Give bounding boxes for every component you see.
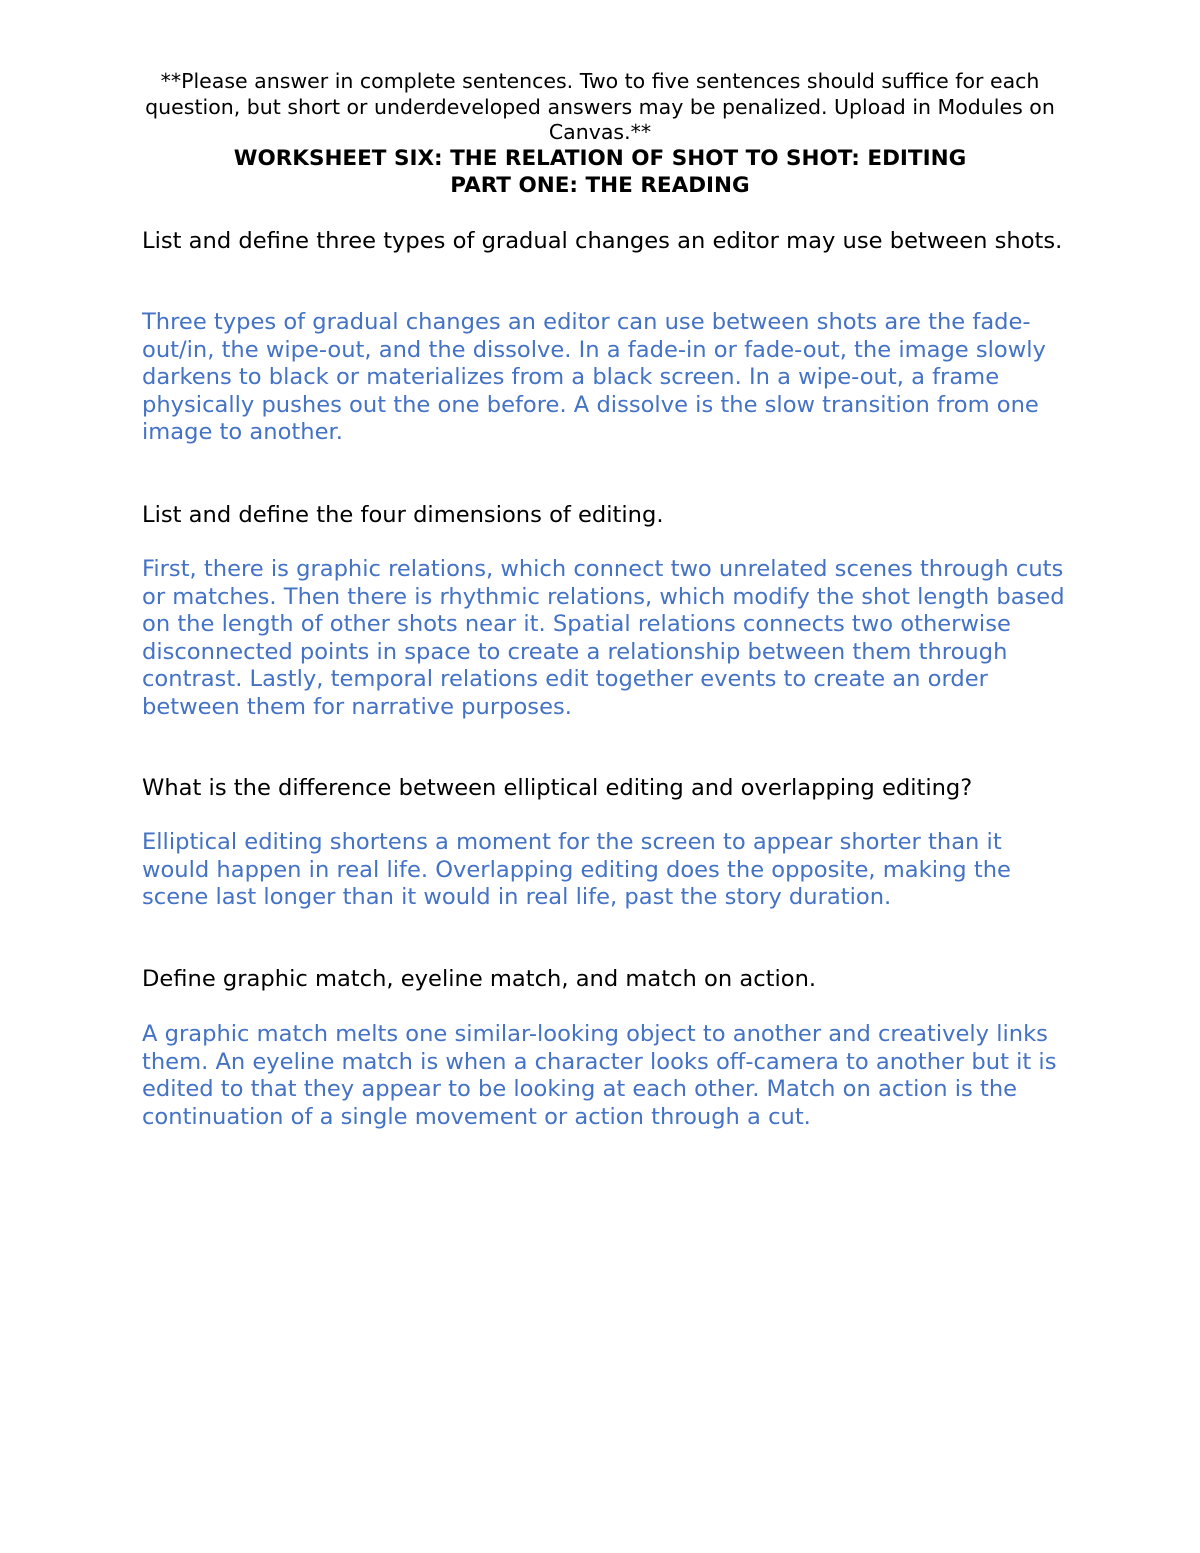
answer-4: A graphic match melts one similar-looking object to another and creatively links them. An eyeline match is when a character looks off-camera to another but it is edited to that they appear to be looking at each other. Match on action is the continuation of a single movement or action through a cut.: [142, 1021, 1057, 1130]
question-2: List and define the four dimensions of editing.: [142, 502, 664, 528]
answer-2: First, there is graphic relations, which connect two unrelated scenes through cuts or matches. Then there is rhythmic relations, which modify the shot length based on the length of other shots near it. Spatial relations connects two otherwise disconnected points in space to create a relationship between them through contrast. Lastly, temporal relations edit together events to create an order between them for narrative purposes.: [142, 556, 1065, 720]
question-1: List and define three types of gradual changes an editor may use between shots.: [142, 228, 1063, 254]
instructions-note: **Please answer in complete sentences. Two to five sentences should suffice for each question, but short or underdeveloped answers may be penalized. Upload in Modules on Canvas.**: [145, 69, 1055, 144]
question-3: What is the difference between elliptical editing and overlapping editing?: [142, 775, 973, 801]
answer-3: Elliptical editing shortens a moment for the screen to appear shorter than it would happen in real life. Overlapping editing does the opposite, making the scene last longer than it would in real life, past the story duration.: [142, 829, 1011, 911]
worksheet-title: WORKSHEET SIX: THE RELATION OF SHOT TO SHOT: EDITING: [233, 146, 967, 171]
answer-1: Three types of gradual changes an editor can use between shots are the fade-out/in, the wipe-out, and the dissolve. In a fade-in or fade-out, the image slowly darkens to black or materializes from a black screen. In a wipe-out, a frame physically pushes out the one before. A dissolve is the slow transition from one image to another.: [142, 309, 1046, 446]
question-4: Define graphic match, eyeline match, and match on action.: [142, 966, 817, 992]
worksheet-subtitle: PART ONE: THE READING: [450, 173, 750, 198]
